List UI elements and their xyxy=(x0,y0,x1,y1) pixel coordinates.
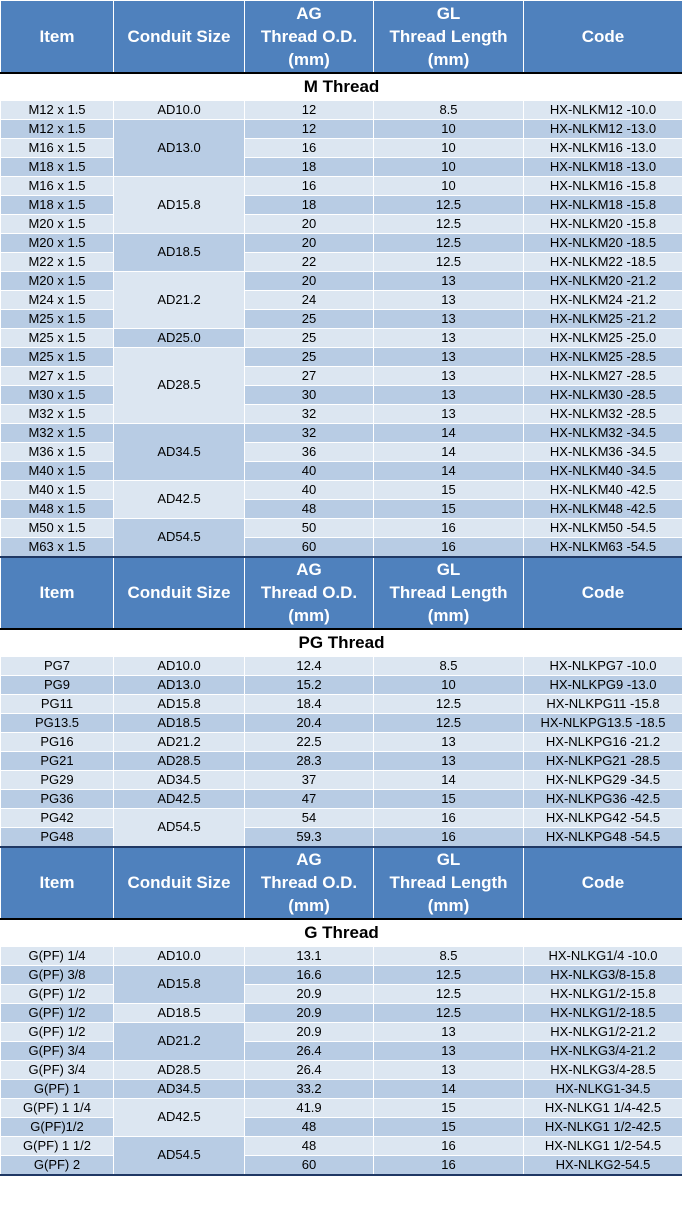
cell-code: HX-NLKG1 1/2-54.5 xyxy=(524,1136,682,1155)
table-row xyxy=(1,461,682,480)
cell-code: HX-NLKG1 1/2-42.5 xyxy=(524,1117,682,1136)
cell-code: HX-NLKM18 -13.0 xyxy=(524,157,682,176)
cell-conduit-size: AD42.5 xyxy=(114,480,245,518)
cell-conduit-size: AD18.5 xyxy=(114,1003,245,1022)
table-row xyxy=(1,1060,682,1079)
table-row xyxy=(1,1155,682,1175)
cell-code: HX-NLKM48 -42.5 xyxy=(524,499,682,518)
cell-item: G(PF) 2 xyxy=(1,1155,114,1175)
cell-gl: 10 xyxy=(374,119,524,138)
cell-ag: 48 xyxy=(245,1117,374,1136)
cell-conduit-size: AD21.2 xyxy=(114,271,245,328)
table-row xyxy=(1,176,682,195)
table-row xyxy=(1,694,682,713)
cell-item: M40 x 1.5 xyxy=(1,461,114,480)
cell-gl: 13 xyxy=(374,328,524,347)
cell-ag: 16 xyxy=(245,138,374,157)
cell-item: G(PF) 1/2 xyxy=(1,984,114,1003)
cell-conduit-size: AD10.0 xyxy=(114,946,245,965)
cell-code: HX-NLKG3/4-28.5 xyxy=(524,1060,682,1079)
cell-gl: 12.5 xyxy=(374,694,524,713)
cell-gl: 13 xyxy=(374,385,524,404)
cell-gl: 12.5 xyxy=(374,965,524,984)
cell-item: G(PF) 1/2 xyxy=(1,1022,114,1041)
cell-conduit-size: AD28.5 xyxy=(114,347,245,423)
cell-gl: 13 xyxy=(374,290,524,309)
cell-code: HX-NLKPG9 -13.0 xyxy=(524,675,682,694)
cell-item: M50 x 1.5 xyxy=(1,518,114,537)
section-title: PG Thread xyxy=(1,629,682,657)
cell-conduit-size: AD54.5 xyxy=(114,1136,245,1175)
cell-conduit-size: AD10.0 xyxy=(114,100,245,119)
table-row xyxy=(1,195,682,214)
cell-item: M16 x 1.5 xyxy=(1,138,114,157)
cell-code: HX-NLKPG16 -21.2 xyxy=(524,732,682,751)
header-gl: GL Thread Length (mm) xyxy=(374,557,524,629)
cell-item: G(PF) 3/4 xyxy=(1,1041,114,1060)
cell-item: M32 x 1.5 xyxy=(1,423,114,442)
cell-gl: 10 xyxy=(374,176,524,195)
cell-code: HX-NLKM12 -13.0 xyxy=(524,119,682,138)
cell-ag: 20.9 xyxy=(245,984,374,1003)
table-row xyxy=(1,827,682,847)
table-row xyxy=(1,138,682,157)
table-row xyxy=(1,290,682,309)
cell-item: PG7 xyxy=(1,656,114,675)
cell-gl: 16 xyxy=(374,808,524,827)
cell-code: HX-NLKM12 -10.0 xyxy=(524,100,682,119)
cell-ag: 30 xyxy=(245,385,374,404)
cell-item: M63 x 1.5 xyxy=(1,537,114,557)
cell-ag: 27 xyxy=(245,366,374,385)
cell-code: HX-NLKPG21 -28.5 xyxy=(524,751,682,770)
table-row xyxy=(1,385,682,404)
cell-code: HX-NLKPG48 -54.5 xyxy=(524,827,682,847)
cell-item: M20 x 1.5 xyxy=(1,233,114,252)
cell-gl: 8.5 xyxy=(374,946,524,965)
table-row xyxy=(1,946,682,965)
cell-ag: 60 xyxy=(245,1155,374,1175)
cell-code: HX-NLKM63 -54.5 xyxy=(524,537,682,557)
table-row xyxy=(1,119,682,138)
cell-ag: 59.3 xyxy=(245,827,374,847)
header-item: Item xyxy=(1,557,114,629)
cell-code: HX-NLKG1/2-15.8 xyxy=(524,984,682,1003)
cell-conduit-size: AD15.8 xyxy=(114,965,245,1003)
cell-conduit-size: AD28.5 xyxy=(114,1060,245,1079)
cell-ag: 25 xyxy=(245,347,374,366)
cell-item: G(PF) 3/8 xyxy=(1,965,114,984)
section-title-row xyxy=(1,73,682,101)
section-block xyxy=(1,1,682,557)
cell-gl: 14 xyxy=(374,442,524,461)
table-row xyxy=(1,214,682,233)
cell-code: HX-NLKM30 -28.5 xyxy=(524,385,682,404)
cell-gl: 13 xyxy=(374,404,524,423)
table-row xyxy=(1,713,682,732)
table-row xyxy=(1,675,682,694)
cell-ag: 54 xyxy=(245,808,374,827)
section-title: M Thread xyxy=(1,73,682,101)
table-row xyxy=(1,366,682,385)
cell-item: G(PF) 3/4 xyxy=(1,1060,114,1079)
cell-code: HX-NLKG1/2-21.2 xyxy=(524,1022,682,1041)
cell-conduit-size: AD25.0 xyxy=(114,328,245,347)
cell-gl: 14 xyxy=(374,423,524,442)
cell-code: HX-NLKM40 -42.5 xyxy=(524,480,682,499)
section-title-row xyxy=(1,919,682,947)
cell-item: PG16 xyxy=(1,732,114,751)
cell-ag: 20.9 xyxy=(245,1003,374,1022)
cell-code: HX-NLKM25 -28.5 xyxy=(524,347,682,366)
cell-item: G(PF) 1 1/2 xyxy=(1,1136,114,1155)
cell-ag: 60 xyxy=(245,537,374,557)
cell-code: HX-NLKG1/2-18.5 xyxy=(524,1003,682,1022)
cell-code: HX-NLKM18 -15.8 xyxy=(524,195,682,214)
cell-item: G(PF)1/2 xyxy=(1,1117,114,1136)
cell-gl: 15 xyxy=(374,1117,524,1136)
section-title-row xyxy=(1,629,682,657)
cell-gl: 12.5 xyxy=(374,1003,524,1022)
cell-ag: 20 xyxy=(245,271,374,290)
cell-code: HX-NLKPG36 -42.5 xyxy=(524,789,682,808)
cell-item: M36 x 1.5 xyxy=(1,442,114,461)
cell-code: HX-NLKG1 1/4-42.5 xyxy=(524,1098,682,1117)
cell-gl: 13 xyxy=(374,1022,524,1041)
cell-ag: 18.4 xyxy=(245,694,374,713)
cell-ag: 20.4 xyxy=(245,713,374,732)
table-row xyxy=(1,656,682,675)
cell-code: HX-NLKM40 -34.5 xyxy=(524,461,682,480)
table-row xyxy=(1,100,682,119)
cell-conduit-size: AD15.8 xyxy=(114,176,245,233)
cell-ag: 16 xyxy=(245,176,374,195)
header-code: Code xyxy=(524,847,682,919)
header-gl: GL Thread Length (mm) xyxy=(374,847,524,919)
table-row xyxy=(1,1022,682,1041)
cell-ag: 15.2 xyxy=(245,675,374,694)
cell-code: HX-NLKM25 -21.2 xyxy=(524,309,682,328)
header-ag: AG Thread O.D. (mm) xyxy=(245,557,374,629)
header-conduit-size: Conduit Size xyxy=(114,1,245,73)
cell-gl: 13 xyxy=(374,271,524,290)
cell-code: HX-NLKM36 -34.5 xyxy=(524,442,682,461)
cell-item: M20 x 1.5 xyxy=(1,271,114,290)
cell-gl: 14 xyxy=(374,1079,524,1098)
cell-item: M30 x 1.5 xyxy=(1,385,114,404)
cell-gl: 13 xyxy=(374,1060,524,1079)
cell-conduit-size: AD42.5 xyxy=(114,789,245,808)
cell-gl: 10 xyxy=(374,675,524,694)
cell-gl: 12.5 xyxy=(374,713,524,732)
cell-item: PG11 xyxy=(1,694,114,713)
cell-conduit-size: AD10.0 xyxy=(114,656,245,675)
table-row xyxy=(1,751,682,770)
cell-conduit-size: AD13.0 xyxy=(114,675,245,694)
header-row xyxy=(1,557,682,629)
cell-code: HX-NLKG1/4 -10.0 xyxy=(524,946,682,965)
cell-item: M25 x 1.5 xyxy=(1,347,114,366)
cell-ag: 12 xyxy=(245,100,374,119)
cell-gl: 14 xyxy=(374,461,524,480)
cell-item: G(PF) 1/2 xyxy=(1,1003,114,1022)
cell-item: M25 x 1.5 xyxy=(1,309,114,328)
cell-conduit-size: AD13.0 xyxy=(114,119,245,176)
cell-ag: 48 xyxy=(245,499,374,518)
header-conduit-size: Conduit Size xyxy=(114,847,245,919)
cell-gl: 13 xyxy=(374,366,524,385)
cell-gl: 13 xyxy=(374,1041,524,1060)
cell-ag: 36 xyxy=(245,442,374,461)
cell-code: HX-NLKPG13.5 -18.5 xyxy=(524,713,682,732)
cell-ag: 20 xyxy=(245,233,374,252)
header-code: Code xyxy=(524,1,682,73)
table-row xyxy=(1,480,682,499)
cell-code: HX-NLKM16 -15.8 xyxy=(524,176,682,195)
cell-ag: 48 xyxy=(245,1136,374,1155)
table-row xyxy=(1,328,682,347)
cell-item: PG42 xyxy=(1,808,114,827)
cell-conduit-size: AD21.2 xyxy=(114,1022,245,1060)
cell-gl: 16 xyxy=(374,1136,524,1155)
cell-ag: 16.6 xyxy=(245,965,374,984)
cell-code: HX-NLKM24 -21.2 xyxy=(524,290,682,309)
cell-gl: 13 xyxy=(374,732,524,751)
table-row xyxy=(1,347,682,366)
cell-ag: 20 xyxy=(245,214,374,233)
cell-gl: 13 xyxy=(374,309,524,328)
table-row xyxy=(1,252,682,271)
table-row xyxy=(1,233,682,252)
header-row xyxy=(1,847,682,919)
cell-gl: 14 xyxy=(374,770,524,789)
cell-conduit-size: AD15.8 xyxy=(114,694,245,713)
cell-ag: 40 xyxy=(245,480,374,499)
cell-ag: 12 xyxy=(245,119,374,138)
cell-item: M20 x 1.5 xyxy=(1,214,114,233)
section-block xyxy=(1,557,682,847)
table-row xyxy=(1,537,682,557)
section-block xyxy=(1,847,682,1175)
cell-conduit-size: AD42.5 xyxy=(114,1098,245,1136)
cell-item: G(PF) 1/4 xyxy=(1,946,114,965)
cell-gl: 12.5 xyxy=(374,233,524,252)
table-row xyxy=(1,1117,682,1136)
table-row xyxy=(1,965,682,984)
header-gl: GL Thread Length (mm) xyxy=(374,1,524,73)
cell-code: HX-NLKM22 -18.5 xyxy=(524,252,682,271)
cell-gl: 15 xyxy=(374,499,524,518)
table-row xyxy=(1,789,682,808)
header-item: Item xyxy=(1,847,114,919)
cell-code: HX-NLKM20 -15.8 xyxy=(524,214,682,233)
table-row xyxy=(1,1041,682,1060)
cell-ag: 40 xyxy=(245,461,374,480)
cell-conduit-size: AD34.5 xyxy=(114,423,245,480)
cell-ag: 32 xyxy=(245,404,374,423)
cell-item: PG48 xyxy=(1,827,114,847)
cell-gl: 15 xyxy=(374,789,524,808)
header-code: Code xyxy=(524,557,682,629)
cell-item: M40 x 1.5 xyxy=(1,480,114,499)
cell-gl: 16 xyxy=(374,518,524,537)
table-row xyxy=(1,157,682,176)
cell-conduit-size: AD21.2 xyxy=(114,732,245,751)
section-title: G Thread xyxy=(1,919,682,947)
table-row xyxy=(1,499,682,518)
table-row xyxy=(1,732,682,751)
cell-item: M12 x 1.5 xyxy=(1,100,114,119)
table-row xyxy=(1,442,682,461)
cell-item: M32 x 1.5 xyxy=(1,404,114,423)
cell-conduit-size: AD18.5 xyxy=(114,713,245,732)
cell-code: HX-NLKG2-54.5 xyxy=(524,1155,682,1175)
cell-item: G(PF) 1 xyxy=(1,1079,114,1098)
cell-code: HX-NLKG3/4-21.2 xyxy=(524,1041,682,1060)
cell-ag: 26.4 xyxy=(245,1041,374,1060)
cell-item: PG9 xyxy=(1,675,114,694)
table-row xyxy=(1,1003,682,1022)
table-row xyxy=(1,518,682,537)
cell-code: HX-NLKPG11 -15.8 xyxy=(524,694,682,713)
cell-conduit-size: AD54.5 xyxy=(114,808,245,847)
cell-conduit-size: AD18.5 xyxy=(114,233,245,271)
cell-code: HX-NLKM32 -28.5 xyxy=(524,404,682,423)
cell-item: PG29 xyxy=(1,770,114,789)
cell-code: HX-NLKPG7 -10.0 xyxy=(524,656,682,675)
cell-ag: 20.9 xyxy=(245,1022,374,1041)
cell-conduit-size: AD28.5 xyxy=(114,751,245,770)
cell-code: HX-NLKPG29 -34.5 xyxy=(524,770,682,789)
cell-gl: 15 xyxy=(374,480,524,499)
table-row xyxy=(1,1098,682,1117)
cell-gl: 12.5 xyxy=(374,214,524,233)
header-conduit-size: Conduit Size xyxy=(114,557,245,629)
cell-ag: 33.2 xyxy=(245,1079,374,1098)
cell-ag: 18 xyxy=(245,195,374,214)
cell-item: PG13.5 xyxy=(1,713,114,732)
cell-item: G(PF) 1 1/4 xyxy=(1,1098,114,1117)
cell-gl: 16 xyxy=(374,1155,524,1175)
cell-ag: 50 xyxy=(245,518,374,537)
table-row xyxy=(1,423,682,442)
cell-ag: 25 xyxy=(245,309,374,328)
cell-item: M18 x 1.5 xyxy=(1,157,114,176)
cell-code: HX-NLKM32 -34.5 xyxy=(524,423,682,442)
cell-code: HX-NLKM20 -21.2 xyxy=(524,271,682,290)
cell-gl: 16 xyxy=(374,537,524,557)
cell-item: M24 x 1.5 xyxy=(1,290,114,309)
cell-ag: 22 xyxy=(245,252,374,271)
table-row xyxy=(1,770,682,789)
cell-gl: 16 xyxy=(374,827,524,847)
cell-gl: 8.5 xyxy=(374,656,524,675)
cell-code: HX-NLKPG42 -54.5 xyxy=(524,808,682,827)
cell-code: HX-NLKM50 -54.5 xyxy=(524,518,682,537)
cell-item: M12 x 1.5 xyxy=(1,119,114,138)
table-row xyxy=(1,984,682,1003)
cell-ag: 24 xyxy=(245,290,374,309)
cell-gl: 13 xyxy=(374,347,524,366)
cell-code: HX-NLKM27 -28.5 xyxy=(524,366,682,385)
cell-code: HX-NLKG1-34.5 xyxy=(524,1079,682,1098)
cell-code: HX-NLKM16 -13.0 xyxy=(524,138,682,157)
cell-ag: 12.4 xyxy=(245,656,374,675)
header-ag: AG Thread O.D. (mm) xyxy=(245,1,374,73)
cell-ag: 32 xyxy=(245,423,374,442)
header-ag: AG Thread O.D. (mm) xyxy=(245,847,374,919)
cell-code: HX-NLKM25 -25.0 xyxy=(524,328,682,347)
cell-item: M48 x 1.5 xyxy=(1,499,114,518)
cell-gl: 10 xyxy=(374,138,524,157)
cell-ag: 13.1 xyxy=(245,946,374,965)
cell-item: M22 x 1.5 xyxy=(1,252,114,271)
cell-gl: 12.5 xyxy=(374,252,524,271)
cell-ag: 41.9 xyxy=(245,1098,374,1117)
table-row xyxy=(1,404,682,423)
table-row xyxy=(1,1079,682,1098)
cell-item: M16 x 1.5 xyxy=(1,176,114,195)
header-row xyxy=(1,1,682,73)
cell-item: PG36 xyxy=(1,789,114,808)
cell-ag: 22.5 xyxy=(245,732,374,751)
cell-item: PG21 xyxy=(1,751,114,770)
cell-conduit-size: AD34.5 xyxy=(114,1079,245,1098)
table-row xyxy=(1,1136,682,1155)
cell-ag: 47 xyxy=(245,789,374,808)
cell-code: HX-NLKG3/8-15.8 xyxy=(524,965,682,984)
cell-gl: 12.5 xyxy=(374,984,524,1003)
cell-ag: 18 xyxy=(245,157,374,176)
cell-gl: 13 xyxy=(374,751,524,770)
cell-ag: 26.4 xyxy=(245,1060,374,1079)
cell-code: HX-NLKM20 -18.5 xyxy=(524,233,682,252)
cell-gl: 12.5 xyxy=(374,195,524,214)
cell-conduit-size: AD34.5 xyxy=(114,770,245,789)
cell-gl: 8.5 xyxy=(374,100,524,119)
cell-item: M25 x 1.5 xyxy=(1,328,114,347)
cell-ag: 28.3 xyxy=(245,751,374,770)
cell-ag: 37 xyxy=(245,770,374,789)
cell-gl: 10 xyxy=(374,157,524,176)
table-row xyxy=(1,309,682,328)
cell-item: M27 x 1.5 xyxy=(1,366,114,385)
cell-item: M18 x 1.5 xyxy=(1,195,114,214)
header-item: Item xyxy=(1,1,114,73)
cell-conduit-size: AD54.5 xyxy=(114,518,245,557)
cell-gl: 15 xyxy=(374,1098,524,1117)
table-row xyxy=(1,271,682,290)
cell-ag: 25 xyxy=(245,328,374,347)
table-row xyxy=(1,808,682,827)
